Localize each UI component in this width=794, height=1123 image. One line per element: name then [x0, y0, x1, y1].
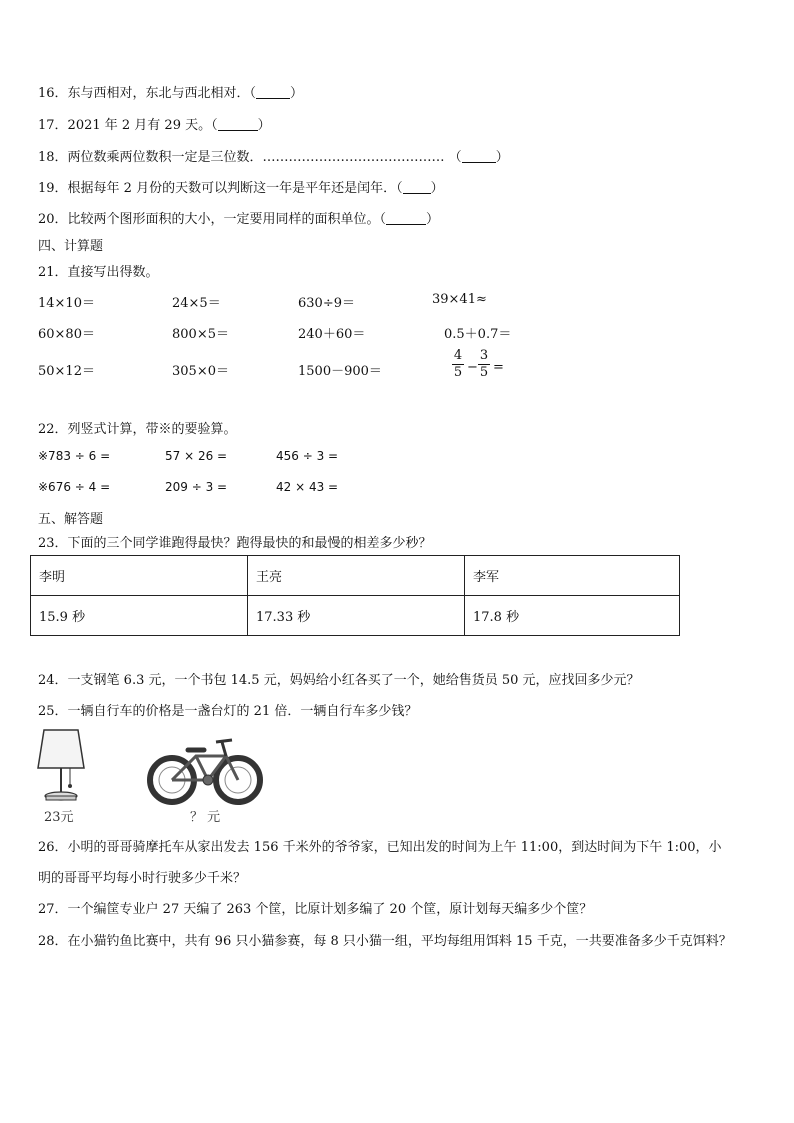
- section-title-calculation: 四、计算题: [38, 239, 104, 254]
- question-26-line-2: 明的哥哥平均每小时行驶多少千米？: [38, 871, 247, 886]
- question-26-line-1: 26．小明的哥哥骑摩托车从家出发去 156 千米外的爷爷家，已知出发的时间为上午 11:00，到达时间为下午 1:00，小: [38, 840, 722, 855]
- answer-blank[interactable]: [386, 212, 426, 225]
- calc-item: 240＋60＝: [298, 327, 366, 342]
- question-19: 19．根据每年 2 月份的天数可以判断这一年是平年还是闰年．（ ）: [38, 181, 444, 196]
- table-cell: 15.9 秒: [31, 596, 248, 636]
- calc-item: 60×80＝: [38, 327, 95, 342]
- table-lamp-illustration: [34, 726, 94, 806]
- lamp-price: 23元: [44, 810, 74, 825]
- question-17: 17．2021 年 2 月有 29 天。（ ）: [38, 118, 271, 133]
- calc-item: 305×0＝: [172, 364, 229, 379]
- vertical-calc-item: 456 ÷ 3 =: [276, 449, 339, 463]
- vertical-calc-item: 42 × 43 =: [276, 480, 339, 494]
- question-24: 24．一支钢笔 6.3 元，一个书包 14.5 元，妈妈给小红各买了一个，她给售货员 50 元，应找回多少元？: [38, 673, 640, 688]
- equals-sign: =: [493, 360, 504, 375]
- vertical-calc-item: 57 × 26 =: [165, 449, 228, 463]
- calc-item: 630÷9＝: [298, 296, 355, 311]
- calc-item: 14×10＝: [38, 296, 95, 311]
- calc-item: 1500－900＝: [298, 364, 382, 379]
- question-20: 20．比较两个图形面积的大小，一定要用同样的面积单位。（ ）: [38, 212, 440, 227]
- bicycle-illustration: [146, 734, 264, 808]
- calc-item: 800×5＝: [172, 327, 229, 342]
- table-cell: 李军: [465, 556, 680, 596]
- fraction-four-fifths: 4 5: [453, 348, 463, 380]
- running-times-table: [30, 555, 680, 636]
- question-27: 27．一个编筐专业户 27 天编了 263 个筐，比原计划多编了 20 个筐，原计划每天编多少个筐？: [38, 902, 593, 917]
- table-cell: 17.33 秒: [248, 596, 465, 636]
- vertical-calc-item: ※783 ÷ 6 =: [38, 449, 111, 463]
- calc-item: 50×12＝: [38, 364, 95, 379]
- vertical-calc-item: 209 ÷ 3 =: [165, 480, 228, 494]
- minus-sign: −: [467, 360, 478, 375]
- table-row: [31, 556, 680, 596]
- question-21-title: 21．直接写出得数。: [38, 265, 159, 280]
- answer-blank[interactable]: [218, 118, 258, 131]
- calc-item: 39×41≈: [432, 292, 487, 307]
- table-row: [31, 596, 680, 636]
- vertical-calc-item: ※676 ÷ 4 =: [38, 480, 111, 494]
- answer-blank[interactable]: [403, 181, 431, 194]
- question-18: 18．两位数乘两位数积一定是三位数．…………………………………… （ ）: [38, 150, 509, 165]
- question-28: 28．在小猫钓鱼比赛中，共有 96 只小猫参赛，每 8 只小猫一组，平均每组用饵料 15 千克，一共要准备多少千克饵料？: [38, 934, 732, 949]
- fraction-three-fifths: 3 5: [479, 348, 489, 380]
- answer-blank[interactable]: [256, 86, 290, 99]
- table-cell: 李明: [31, 556, 248, 596]
- bicycle-price: ？ 元: [190, 810, 221, 825]
- table-cell: 17.8 秒: [465, 596, 680, 636]
- calc-item: 24×5＝: [172, 296, 221, 311]
- question-22-title: 22．列竖式计算，带※的要验算。: [38, 422, 237, 437]
- section-title-word-problems: 五、解答题: [38, 512, 104, 527]
- calc-item: 0.5＋0.7＝: [444, 327, 512, 342]
- question-16: 16．东与西相对，东北与西北相对．（ ）: [38, 86, 304, 101]
- question-23-title: 23．下面的三个同学谁跑得最快？跑得最快的和最慢的相差多少秒？: [38, 536, 432, 551]
- answer-blank[interactable]: [462, 150, 496, 163]
- question-25: 25．一辆自行车的价格是一盏台灯的 21 倍．一辆自行车多少钱？: [38, 704, 418, 719]
- table-cell: 王亮: [248, 556, 465, 596]
